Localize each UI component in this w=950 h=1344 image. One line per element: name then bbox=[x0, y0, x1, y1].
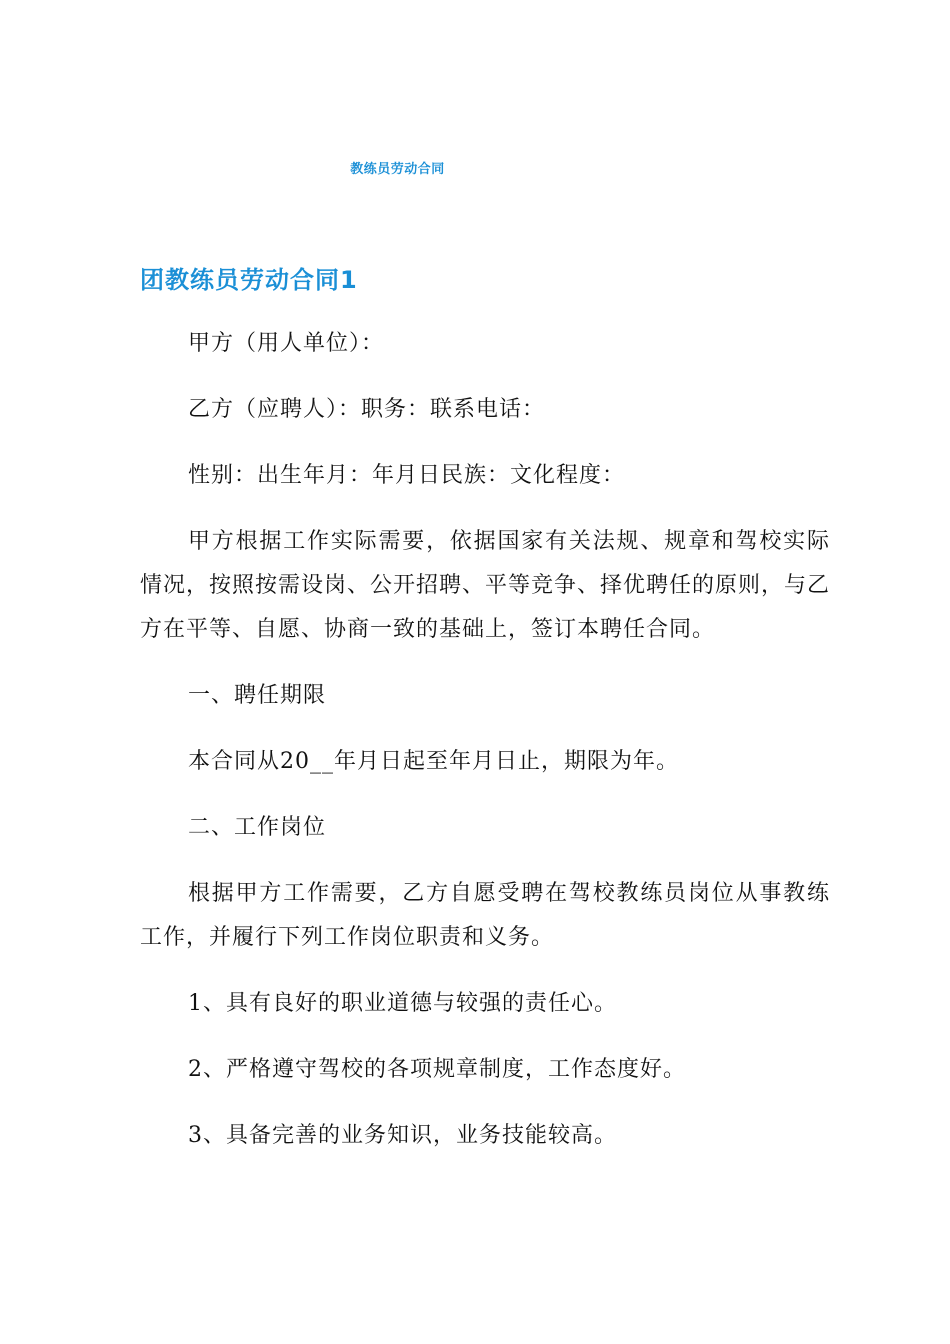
section-heading-term: 一、聘任期限 bbox=[188, 683, 327, 708]
duty-item-1: 1、具有良好的职业道德与较强的责任心。 bbox=[188, 991, 617, 1016]
duty-item-3: 3、具备完善的业务知识，业务技能较高。 bbox=[188, 1123, 617, 1148]
personal-info-line: 性别：出生年月：年月日民族：文化程度： bbox=[188, 463, 626, 488]
section-heading-position: 二、工作岗位 bbox=[188, 815, 327, 840]
position-paragraph: 根据甲方工作需要，乙方自愿受聘在驾校教练员岗位从事教练工作，并履行下列工作岗位职责和义务。 bbox=[140, 881, 830, 950]
document-body bbox=[140, 322, 830, 1180]
preamble-paragraph: 甲方根据工作实际需要，依据国家有关法规、规章和驾校实际情况，按照按需设岗、公开招聘、平等竞争、择优聘任的原则，与乙方在平等、自愿、协商一致的基础上，签订本聘任合同。 bbox=[140, 529, 831, 642]
document-title: 团教练员劳动合同1 bbox=[140, 266, 358, 294]
duty-item-2: 2、严格遵守驾校的各项规章制度，工作态度好。 bbox=[188, 1057, 686, 1082]
party-b-line: 乙方（应聘人）：职务：联系电话： bbox=[188, 397, 546, 422]
term-paragraph: 本合同从20__年月日起至年月日止，期限为年。 bbox=[188, 749, 679, 774]
party-a-line: 甲方（用人单位）： bbox=[188, 331, 385, 356]
running-header: 教练员劳动合同 bbox=[350, 162, 445, 177]
